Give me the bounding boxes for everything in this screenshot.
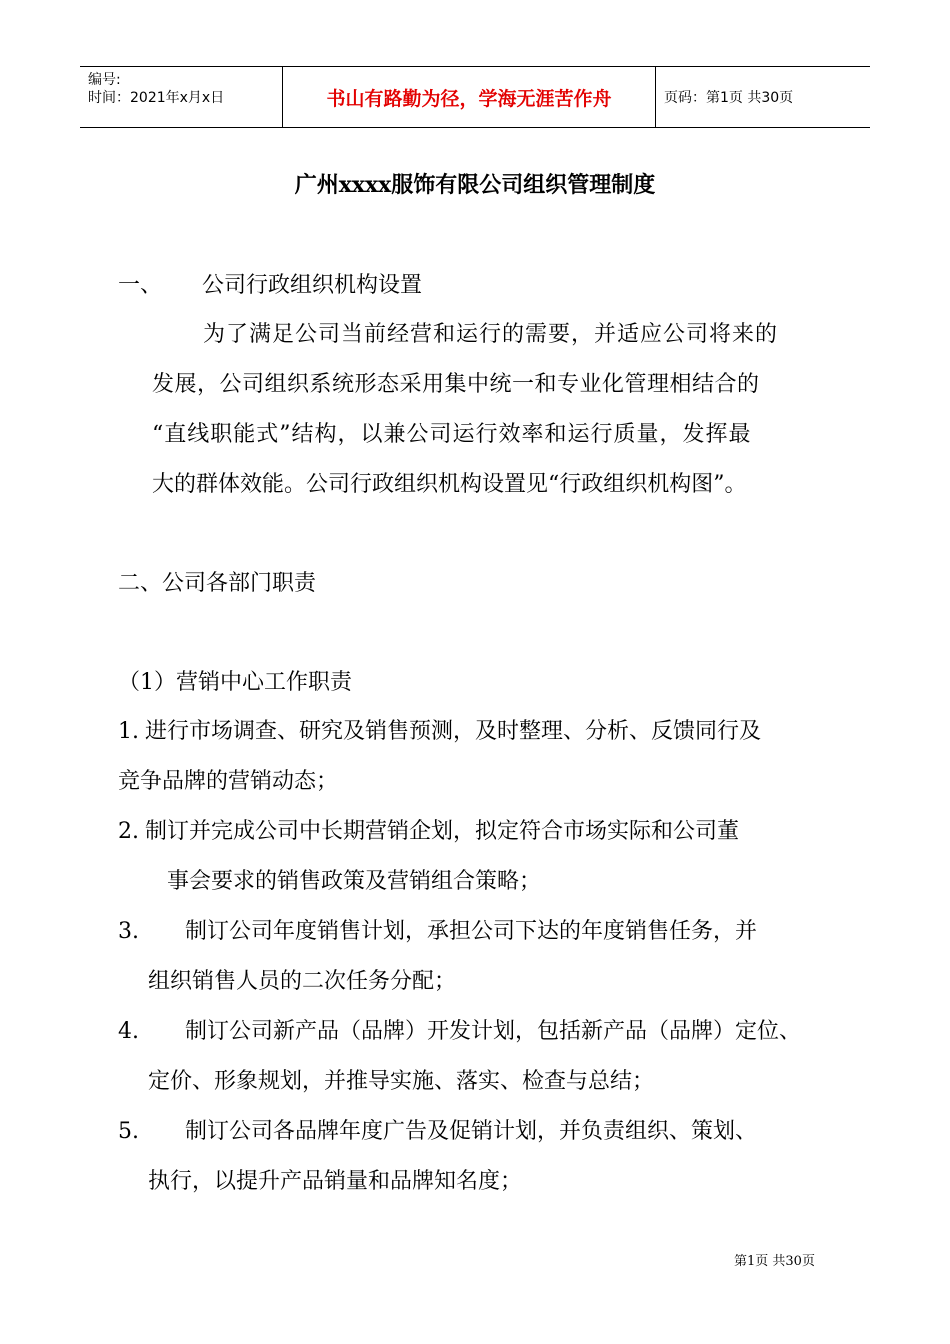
duty-item-line: [118, 1114, 757, 1145]
duty-item-text: 进行市场调查、研究及销售预测，及时整理、分析、反馈同行及: [145, 719, 762, 744]
page-footer: 第1页 共30页: [734, 1254, 815, 1269]
duty-item-text: 制订公司年度销售计划，承担公司下达的年度销售任务，并: [185, 919, 758, 944]
header-page-number: 页码：第1页 共30页: [664, 90, 794, 106]
header-meta: [80, 67, 282, 127]
duty-item-number: 3.: [118, 919, 139, 944]
header-motto: 书山有路勤为径，学海无涯苦作舟: [326, 87, 612, 110]
duty-item-number: 4.: [118, 1019, 139, 1044]
duty-item-text: 制订并完成公司中长期营销企划，拟定符合市场实际和公司董: [145, 819, 740, 844]
duty-item-number: 2.: [118, 819, 139, 844]
duty-item-number: 1.: [118, 719, 139, 744]
section-1-para-line: 大的群体效能。公司行政组织机构设置见“行政组织机构图”。: [152, 472, 747, 497]
section-1-title: 公司行政组织机构设置: [202, 273, 423, 298]
document-title: 广州xxxx服饰有限公司组织管理制度: [294, 172, 656, 198]
section-1-para-line: 为了满足公司当前经营和运行的需要，并适应公司将来的: [203, 322, 779, 347]
duty-item-line: [118, 714, 761, 745]
section-1-para-line: 发展，公司组织系统形态采用集中统一和专业化管理相结合的: [152, 372, 760, 397]
header-motto-cell: [282, 67, 656, 127]
duty-item-line: [118, 914, 757, 945]
section-2-heading: 二、公司各部门职责: [118, 571, 317, 596]
duty-item-continuation: 执行，以提升产品销量和品牌知名度；: [148, 1169, 523, 1194]
section-1-heading: [118, 268, 422, 299]
duty-item-continuation: 事会要求的销售政策及营销组合策略；: [167, 869, 542, 894]
duty-item-continuation: 组织销售人员的二次任务分配；: [148, 969, 457, 994]
duty-item-continuation: 竞争品牌的营销动态；: [118, 769, 339, 794]
duty-item-continuation: 定价、形象规划，并推导实施、落实、检查与总结；: [148, 1069, 655, 1094]
duty-item-text: 制订公司新产品（品牌）开发计划，包括新产品（品牌）定位、: [185, 1019, 802, 1044]
page-header: [80, 66, 870, 128]
duty-item-number: 5.: [118, 1119, 139, 1144]
document-date: 时间：2021年x月x日: [88, 90, 225, 106]
section-2-subheading: （1）营销中心工作职责: [118, 670, 352, 695]
duty-item-line: [118, 1014, 801, 1045]
header-page-info: [656, 67, 870, 127]
document-number-label: 编号:: [88, 72, 121, 88]
duty-item-line: [118, 814, 739, 845]
section-1-number: 一、: [118, 273, 163, 298]
section-1-para-line: “直线职能式”结构，以兼公司运行效率和运行质量，发挥最: [152, 422, 752, 447]
duty-item-text: 制订公司各品牌年度广告及促销计划，并负责组织、策划、: [185, 1119, 758, 1144]
